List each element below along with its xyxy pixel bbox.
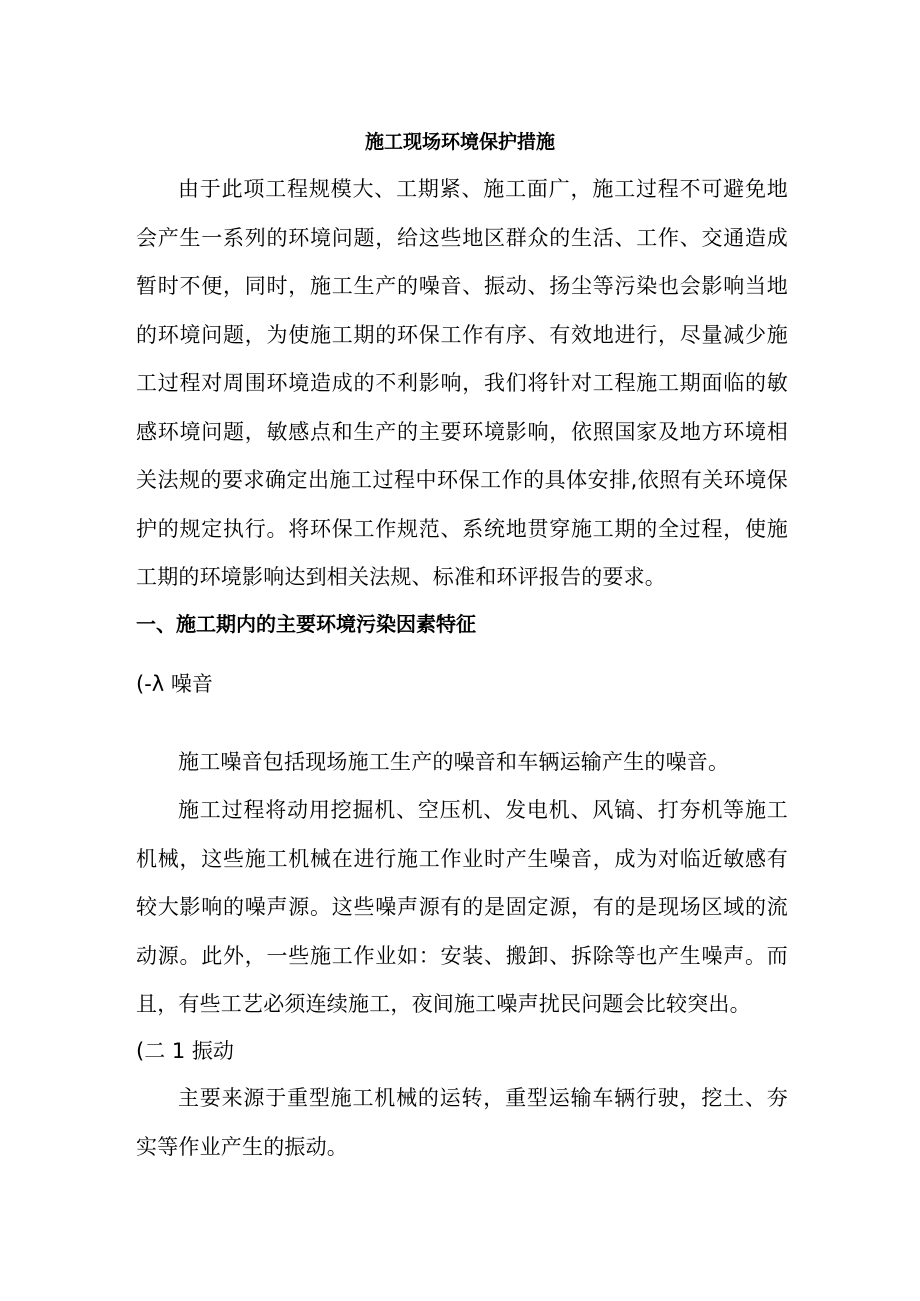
document-title: 施工现场环境保护措施 bbox=[364, 131, 555, 153]
noise-paragraph-1: 施工噪音包括现场施工生产的噪音和车辆运输产生的噪音。 bbox=[178, 750, 730, 774]
vibration-heading: (二 1 振动 bbox=[136, 1039, 234, 1063]
intro-paragraph: 由于此项工程规模大、工期紧、施工面广，施工过程不可避免地会产生一系列的环境问题，给这些地区群众的生活、工作、交通造成暂时不便，同时，施工生产的噪音、振动、扬尘等污染也会影响当地的环境问题，为使施工期的环保工作有序、有效地进行，尽量减少施工过程对周围环境造成的不利影响，我们将针对工程施工期面临的敏感环境问题，敏感点和生产的主要环境影响，依照国家及地方环境相关法规的要求确定出施工过程中环保工作的具体安排,依照有关环境保护的规定执行。将环保工作规范、系统地贯穿施工期的全过程，使施工期的环境影响达到相关法规、标准和环评报告的要求。 bbox=[136, 177, 788, 589]
vibration-paragraph-1: 主要来源于重型施工机械的运转，重型运输车辆行驶，挖土、夯实等作业产生的振动。 bbox=[136, 1086, 788, 1159]
noise-paragraph-2: 施工过程将动用挖掘机、空压机、发电机、风镐、打夯机等施工机械，这些施工机械在进行施工作业时产生噪音，成为对临近敏感有较大影响的噪声源。这些噪声源有的是固定源，有的是现场区域的流动源。此外，一些施工作业如：安装、搬卸、拆除等也产生噪声。而且，有些工艺必须连续施工，夜间施工噪声扰民问题会比较突出。 bbox=[136, 798, 788, 1016]
section-heading: 一、施工期内的主要环境污染因素特征 bbox=[136, 612, 476, 636]
noise-heading: (-λ 噪音 bbox=[136, 672, 213, 696]
